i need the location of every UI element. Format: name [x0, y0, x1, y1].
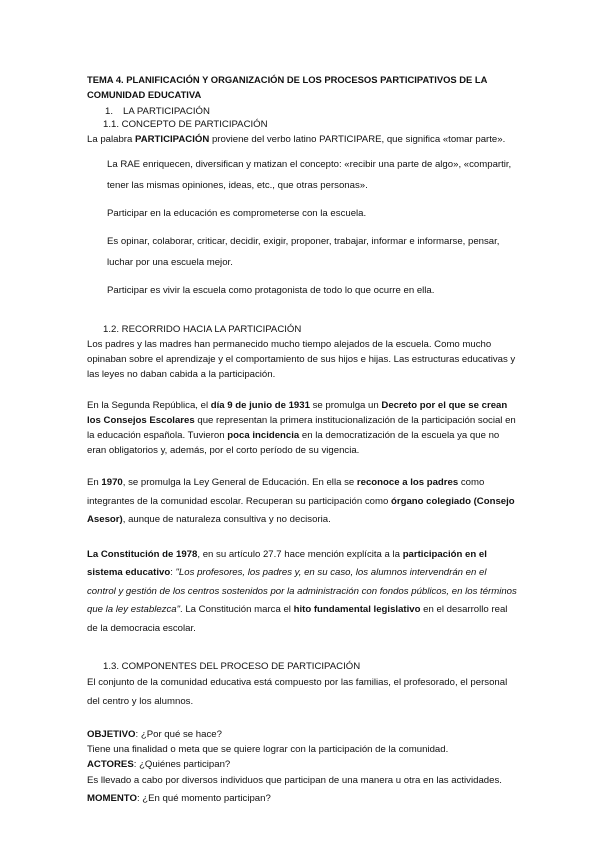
bullet-text: Participar en la educación es comprometerse con la escuela.: [107, 208, 367, 219]
bold-run: día 9 de junio de 1931: [210, 400, 310, 411]
bold-run: órgano colegiado (Consejo Asesor): [87, 495, 515, 525]
bold-run: ACTORES: [87, 759, 134, 770]
paragraph-origin: [87, 132, 517, 147]
subsection-heading-1-1: 1.1. CONCEPTO DE PARTICIPACIÓN: [103, 119, 268, 130]
document-page: [87, 72, 517, 806]
bullet-item: [87, 203, 517, 224]
bold-run: OBJETIVO: [87, 729, 136, 740]
bold-run: MOMENTO: [87, 792, 137, 804]
paragraph-republica: [87, 398, 517, 458]
text-run: En la Segunda República, el: [87, 400, 211, 411]
text-run: proviene del verbo latino PARTICIPARE, que significa «tomar parte».: [209, 134, 506, 145]
text-run: . La Constitución marca el: [180, 604, 294, 615]
text-run: que representan la primera institucionalización de la participación social en la educación española. Tuvieron: [87, 415, 516, 441]
bullet-icon: [87, 231, 107, 273]
text-run: : ¿Por qué se hace?: [135, 729, 222, 740]
component-objetivo-question: [87, 727, 517, 742]
text-run: se promulga un: [309, 400, 382, 411]
bullet-icon: [87, 203, 107, 224]
text-run: :: [170, 567, 176, 578]
text-run: en la democratización de la escuela ya que no eran obligatorios y, además, por el corto período de su vigencia.: [87, 430, 500, 456]
paragraph-1970: [87, 474, 517, 530]
bold-run: poca incidencia: [227, 430, 300, 441]
subsection-heading-1-3: 1.3. COMPONENTES DEL PROCESO DE PARTICIPACIÓN: [103, 661, 361, 672]
subsection-heading-1-2: 1.2. RECORRIDO HACIA LA PARTICIPACIÓN: [103, 324, 302, 335]
bold-run: La Constitución de 1978: [87, 548, 198, 560]
bullet-item: [87, 231, 517, 273]
text-run: , se promulga la Ley General de Educación. En ella se: [122, 477, 357, 488]
bullet-text: Es opinar, colaborar, criticar, decidir, exigir, proponer, trabajar, informar e informarse, pensar, luchar por una escuela mejor.: [107, 236, 500, 268]
section-number: 1.: [105, 106, 114, 117]
quote-run: "Los profesores, los padres y, en su caso, los alumnos intervendrán en el control y gestión de los centros sostenidos por la administración con fondos públicos, en los términos que la ley establezca": [87, 567, 517, 615]
bold-run: PARTICIPACIÓN: [135, 134, 210, 145]
text-run: : ¿Quiénes participan?: [133, 759, 231, 770]
bullet-icon: [87, 154, 107, 196]
document-title: TEMA 4. PLANIFICACIÓN Y ORGANIZACIÓN DE LOS PROCESOS PARTICIPATIVOS DE LA COMUNIDAD EDUCATIVA: [87, 74, 488, 100]
paragraph-conjunto: El conjunto de la comunidad educativa está compuesto por las familias, el profesorado, el personal del centro y los alumnos.: [87, 677, 508, 707]
section-label: LA PARTICIPACIÓN: [123, 106, 210, 117]
text-run: en el desarrollo real de la democracia escolar.: [87, 604, 508, 634]
text-run: En: [87, 477, 102, 488]
bold-run: Decreto por el que se crean los Consejos Escolares: [87, 400, 508, 426]
paragraph-constitucion: [87, 546, 517, 639]
bullet-text: La RAE enriquecen, diversifican y matizan el concepto: «recibir una parte de algo», «compartir, tener las mismas opiniones, ideas, etc., que otras personas».: [107, 159, 512, 191]
component-actores-question: [87, 757, 517, 772]
text-run: , aunque de naturaleza consultiva y no decisoria.: [122, 514, 331, 525]
paragraph-padres: Los padres y las madres han permanecido mucho tiempo alejados de la escuela. Como mucho opinaban sobre el aprendizaje y el comportamiento de sus hijos e hijas. Las estructuras educativas y las leyes no daban cabida a la participación.: [87, 339, 516, 380]
bullet-item: [87, 154, 517, 196]
bullet-icon: [87, 280, 107, 301]
bullet-text: Participar es vivir la escuela como protagonista de todo lo que ocurre en ella.: [107, 285, 435, 296]
bold-run: reconoce a los padres: [356, 477, 459, 488]
component-objetivo-answer: Tiene una finalidad o meta que se quiere lograr con la participación de la comunidad.: [87, 744, 449, 755]
bold-run: 1970: [101, 477, 123, 488]
component-momento-question: [87, 791, 517, 806]
component-actores-answer: Es llevado a cabo por diversos individuos que participan de una manera u otra en las actividades.: [87, 775, 502, 786]
text-run: , en su artículo 27.7 hace mención explícita a la: [197, 548, 403, 560]
bold-run: participación en el sistema educativo: [87, 548, 487, 578]
text-run: La palabra: [87, 134, 136, 145]
text-run: : ¿En qué momento participan?: [136, 792, 271, 804]
section-heading-1: [105, 105, 517, 118]
bullet-item: [87, 280, 517, 301]
bold-run: hito fundamental legislativo: [293, 604, 421, 615]
text-run: como integrantes de la comunidad escolar. Recuperan su participación como: [87, 477, 485, 507]
